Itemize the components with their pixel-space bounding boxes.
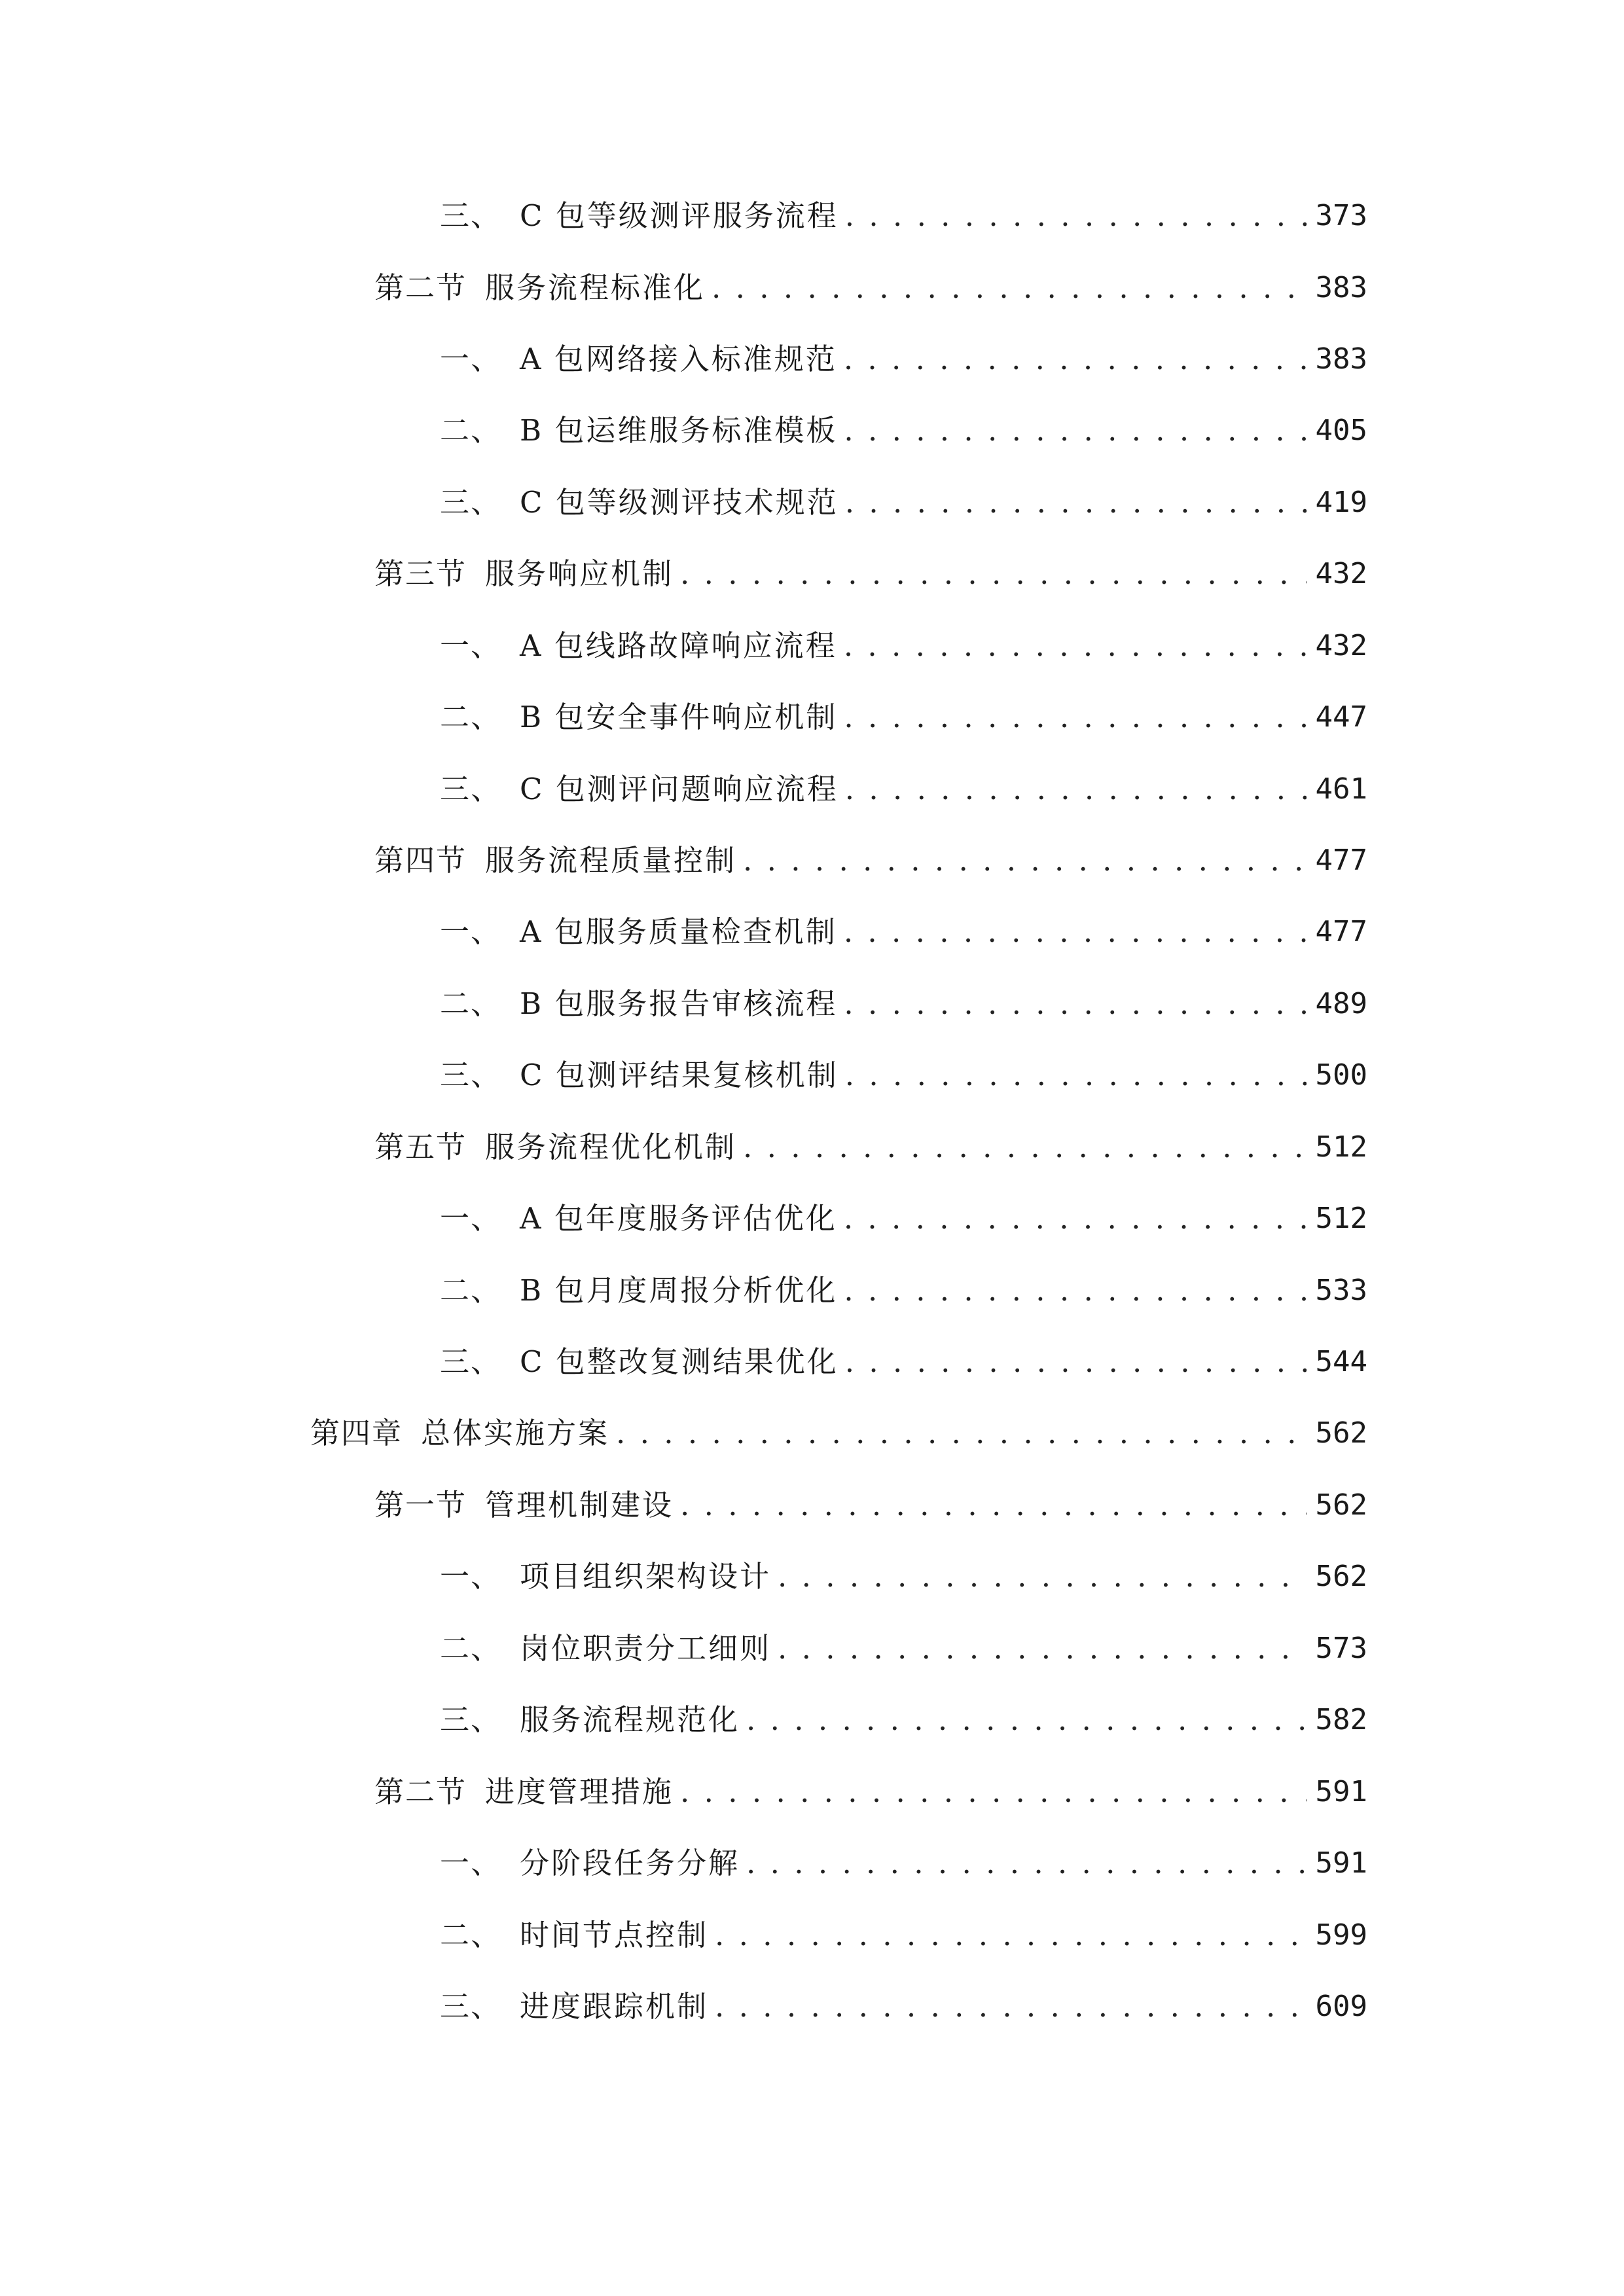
toc-entry-number: 一、 xyxy=(440,628,502,663)
toc-entry-title: C 包等级测评技术规范 xyxy=(520,485,839,520)
toc-entry[interactable] xyxy=(440,333,1367,386)
toc-entry-number: 第一节 xyxy=(374,1488,467,1522)
toc-entry-number: 第二节 xyxy=(374,270,467,305)
toc-entry-page: 599 xyxy=(1315,1918,1367,1952)
toc-dot-leader xyxy=(746,1837,1307,1890)
toc-entry-title: C 包测评问题响应流程 xyxy=(520,772,839,806)
toc-entry-page: 383 xyxy=(1315,271,1367,304)
toc-entry-title: 分阶段任务分解 xyxy=(520,1846,740,1880)
toc-entry-title: A 包线路故障响应流程 xyxy=(520,628,837,663)
toc-entry-page: 383 xyxy=(1315,342,1367,376)
toc-entry-page: 512 xyxy=(1315,1202,1367,1235)
toc-entry[interactable] xyxy=(440,1193,1367,1245)
toc-dot-leader xyxy=(845,1049,1307,1102)
toc-entry-number: 三、 xyxy=(440,1344,502,1379)
toc-entry-page: 489 xyxy=(1315,987,1367,1020)
toc-entry-number: 第四章 xyxy=(310,1416,403,1450)
toc-entry[interactable] xyxy=(440,1837,1367,1890)
toc-entry[interactable] xyxy=(440,404,1367,457)
toc-entry[interactable] xyxy=(374,262,1367,314)
toc-entry-number: 一、 xyxy=(440,342,502,376)
toc-entry[interactable] xyxy=(440,1981,1367,2033)
toc-entry[interactable] xyxy=(440,476,1367,529)
toc-dot-leader xyxy=(746,1694,1307,1746)
toc-entry-page: 591 xyxy=(1315,1846,1367,1880)
toc-entry-title: 服务流程优化机制 xyxy=(485,1130,737,1164)
toc-entry[interactable] xyxy=(310,1407,1367,1460)
toc-dot-leader xyxy=(844,620,1307,672)
toc-entry-title: B 包服务报告审核流程 xyxy=(520,986,838,1021)
toc-entry-page: 609 xyxy=(1315,1990,1367,2023)
toc-entry-title: 项目组织架构设计 xyxy=(520,1559,772,1594)
toc-entry-number: 一、 xyxy=(440,914,502,949)
toc-entry-page: 500 xyxy=(1315,1058,1367,1092)
toc-dot-leader xyxy=(845,476,1307,529)
toc-dot-leader xyxy=(680,1479,1306,1532)
toc-entry-number: 三、 xyxy=(440,485,502,520)
toc-entry[interactable] xyxy=(440,620,1367,672)
toc-dot-leader xyxy=(845,763,1307,816)
toc-entry-title: 服务流程标准化 xyxy=(485,270,706,305)
toc-entry-title: C 包等级测评服务流程 xyxy=(520,198,839,233)
toc-entry-page: 533 xyxy=(1315,1274,1367,1307)
toc-entry-number: 二、 xyxy=(440,413,502,448)
toc-entry[interactable] xyxy=(440,691,1367,744)
toc-entry-title: 总体实施方案 xyxy=(421,1416,610,1450)
toc-entry-number: 二、 xyxy=(440,986,502,1021)
toc-entry-number: 第四节 xyxy=(374,843,467,878)
toc-entry-number: 第二节 xyxy=(374,1774,467,1809)
toc-entry[interactable] xyxy=(374,548,1367,600)
toc-entry-title: A 包年度服务评估优化 xyxy=(520,1201,837,1236)
toc-entry-number: 一、 xyxy=(440,1846,502,1880)
toc-entry[interactable] xyxy=(440,1265,1367,1317)
toc-entry-page: 562 xyxy=(1315,1560,1367,1593)
toc-entry-title: 进度跟踪机制 xyxy=(520,1989,709,2024)
toc-entry-number: 一、 xyxy=(440,1201,502,1236)
toc-entry[interactable] xyxy=(440,1336,1367,1388)
toc-entry-page: 373 xyxy=(1315,199,1367,232)
toc-entry-title: C 包测评结果复核机制 xyxy=(520,1058,839,1092)
toc-entry-page: 562 xyxy=(1315,1416,1367,1450)
toc-entry-page: 582 xyxy=(1315,1703,1367,1736)
toc-entry-page: 573 xyxy=(1315,1632,1367,1665)
toc-dot-leader xyxy=(845,1336,1307,1388)
toc-entry-number: 二、 xyxy=(440,700,502,734)
toc-entry-number: 第三节 xyxy=(374,556,467,591)
toc-entry-page: 405 xyxy=(1315,414,1367,447)
toc-dot-leader xyxy=(715,1909,1307,1962)
toc-dot-leader xyxy=(712,262,1306,314)
toc-entry-page: 512 xyxy=(1315,1130,1367,1164)
toc-dot-leader xyxy=(844,978,1306,1030)
toc-dot-leader xyxy=(844,333,1307,386)
toc-entry-page: 544 xyxy=(1315,1345,1367,1378)
toc-entry-title: 服务响应机制 xyxy=(485,556,674,591)
toc-dot-leader xyxy=(844,1265,1306,1317)
toc-entry-number: 三、 xyxy=(440,1058,502,1092)
toc-entry[interactable] xyxy=(374,1479,1367,1532)
toc-entry-number: 第五节 xyxy=(374,1130,467,1164)
toc-entry-page: 447 xyxy=(1315,700,1367,734)
toc-entry-page: 591 xyxy=(1315,1775,1367,1808)
toc-dot-leader xyxy=(743,834,1306,887)
toc-entry-title: A 包网络接入标准规范 xyxy=(520,342,837,376)
toc-entry-title: 进度管理措施 xyxy=(485,1774,674,1809)
toc-entry[interactable] xyxy=(440,1623,1367,1675)
toc-dot-leader xyxy=(743,1121,1306,1174)
toc-entry-number: 三、 xyxy=(440,1702,502,1737)
toc-dot-leader xyxy=(845,190,1307,242)
toc-entry-page: 432 xyxy=(1315,629,1367,662)
toc-entry[interactable] xyxy=(440,190,1367,242)
toc-dot-leader xyxy=(680,1766,1306,1818)
toc-entry[interactable] xyxy=(440,763,1367,816)
toc-entry-number: 三、 xyxy=(440,198,502,233)
toc-entry[interactable] xyxy=(440,978,1367,1030)
toc-entry[interactable] xyxy=(440,1909,1367,1962)
toc-entry-number: 三、 xyxy=(440,772,502,806)
toc-entry-number: 二、 xyxy=(440,1918,502,1952)
toc-dot-leader xyxy=(616,1407,1306,1460)
toc-entry-title: 时间节点控制 xyxy=(520,1918,709,1952)
toc-entry[interactable] xyxy=(440,1694,1367,1746)
toc-entry-number: 二、 xyxy=(440,1273,502,1308)
toc-dot-leader xyxy=(778,1551,1307,1603)
toc-entry-page: 477 xyxy=(1315,915,1367,948)
toc-dot-leader xyxy=(715,1981,1307,2033)
toc-entry-page: 477 xyxy=(1315,844,1367,877)
toc-dot-leader xyxy=(844,691,1306,744)
toc-entry-page: 432 xyxy=(1315,557,1367,590)
toc-entry-page: 461 xyxy=(1315,772,1367,806)
toc-entry[interactable] xyxy=(374,834,1367,887)
toc-dot-leader xyxy=(844,906,1307,958)
toc-entry[interactable] xyxy=(440,1049,1367,1102)
toc-entry-title: A 包服务质量检查机制 xyxy=(520,914,837,949)
toc-entry-title: 服务流程质量控制 xyxy=(485,843,737,878)
toc-entry-number: 二、 xyxy=(440,1631,502,1666)
toc-entry-number: 三、 xyxy=(440,1989,502,2024)
toc-entry-title: C 包整改复测结果优化 xyxy=(520,1344,839,1379)
toc-entry-title: B 包月度周报分析优化 xyxy=(520,1273,838,1308)
toc-entry[interactable] xyxy=(440,906,1367,958)
toc-entry-number: 一、 xyxy=(440,1559,502,1594)
toc-entry-page: 562 xyxy=(1315,1488,1367,1522)
toc-entry-page: 419 xyxy=(1315,486,1367,519)
toc-entry-title: 管理机制建设 xyxy=(485,1488,674,1522)
toc-entry-title: 服务流程规范化 xyxy=(520,1702,740,1737)
toc-dot-leader xyxy=(844,1193,1307,1245)
toc-entry-title: B 包运维服务标准模板 xyxy=(520,413,838,448)
toc-dot-leader xyxy=(844,404,1306,457)
toc-entry-title: 岗位职责分工细则 xyxy=(520,1631,772,1666)
toc-entry[interactable] xyxy=(440,1551,1367,1603)
toc-entry-title: B 包安全事件响应机制 xyxy=(520,700,838,734)
toc-entry[interactable] xyxy=(374,1766,1367,1818)
toc-entry[interactable] xyxy=(374,1121,1367,1174)
toc-dot-leader xyxy=(680,548,1306,600)
toc-dot-leader xyxy=(778,1623,1307,1675)
